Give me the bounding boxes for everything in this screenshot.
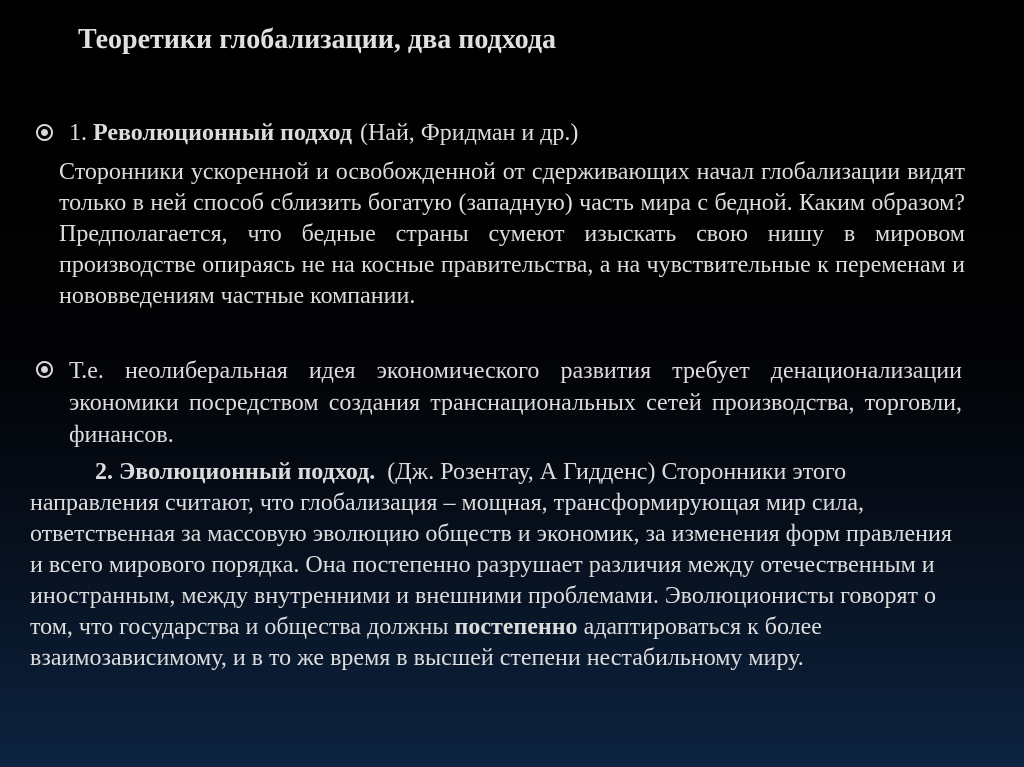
bullet-neoliberal xyxy=(36,355,966,451)
revolutionary-paragraph: Сторонники ускоренной и освобожденной от сдерживающих начал глобализации видят только в ней способ сблизить богатую (западную) часть мира с бедной. Каким образом? Предполагается, что бедные страны сумеют изыскать свою нишу в мировом производстве опираясь не на косные правительства, а на чувствительные к переменам и нововведениям частные компании. xyxy=(59,159,965,309)
evolutionary-heading: 2. Эволюционный подход. xyxy=(95,459,376,485)
bullet-heading: Революционный подход xyxy=(93,120,352,146)
bullet-text xyxy=(69,118,578,148)
bullet-authors: (Най, Фридман и др.) xyxy=(359,120,579,146)
bullet-circle-icon xyxy=(36,361,53,378)
evolutionary-body xyxy=(30,459,952,671)
bullet-neoliberal-text: Т.е. неолиберальная идея экономического развития требует денационализации экономики посредством создания транснациональных сетей производства, торговли, финансов. xyxy=(69,358,962,448)
evolutionary-section xyxy=(30,457,970,674)
evolutionary-bold-word: постепенно xyxy=(454,614,578,640)
bullet-number: 1. xyxy=(69,120,87,146)
evolutionary-text-2: адаптироваться к более взаимозависимому, и в то же время в высшей степени нестабильному миру. xyxy=(30,614,822,671)
bullet-circle-icon xyxy=(36,124,53,141)
evolutionary-text-1: (Дж. Розентау, А Гидденс) Сторонники этого направления считают, что глобализация – мощная, трансформирующая мир сила, ответственная за массовую эволюцию обществ и экономик, за изменения форм правления и всего мирового порядка. Она постепенно разрушает различия между отечественным и иностранным, между внутренними и внешними проблемами. Эволюционисты говорят о том, что государства и общества должны xyxy=(30,459,952,640)
bullet-revolutionary xyxy=(36,118,578,148)
slide-title: Теоретики глобализации, два подхода xyxy=(78,24,556,55)
